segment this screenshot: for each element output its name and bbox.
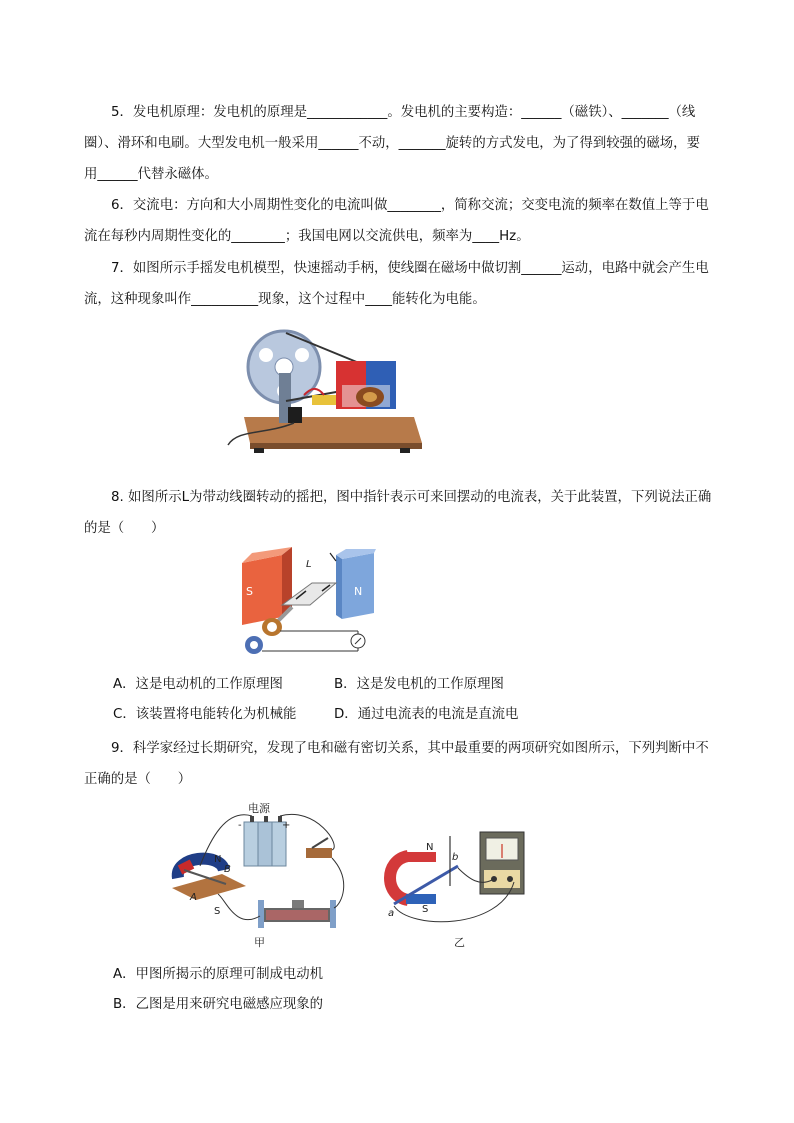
question-6: 6．交流电：方向和大小周期性变化的电流叫做________，简称交流；交变电流的频率在数值上等于电流在每秒内周期性变化的________；我国电网以交流供电，频率为____Hz。 (84, 198, 709, 244)
yi-n-label: N (426, 842, 434, 853)
minus-sign: - (238, 820, 242, 831)
q8-option-d: D．通过电流表的电流是直流电 (334, 707, 519, 722)
q9-option-b: B．乙图是用来研究电磁感应现象的 (113, 997, 324, 1012)
hand-crank-generator-image (224, 325, 424, 455)
plus-sign: + (282, 820, 291, 831)
q8-option-c: C．该装置将电能转化为机械能 (113, 707, 297, 722)
question-8: 8. 如图所示L为带动线圈转动的摇把，图中指针表示可来回摆动的电流表，关于此装置，下列说法正确的是（ ） (84, 490, 712, 536)
jia-n-label: N (214, 854, 222, 865)
jia-a-label: A (190, 892, 197, 903)
generator-principle-diagram (236, 547, 386, 665)
power-source-label: 电源 (248, 802, 270, 815)
q9-option-a: A．甲图所揭示的原理可制成电动机 (113, 967, 324, 982)
yi-a-label: a (388, 908, 395, 919)
magnet-s-label: S (246, 585, 253, 598)
jia-s-label: S (214, 906, 221, 917)
question-7: 7．如图所示手摇发电机模型，快速摇动手柄，使线圈在磁场中做切割______运动，电路中就会产生电流，这种现象叫作__________现象，这个过程中____能转化为电能。 (84, 261, 709, 307)
q8-option-b: B．这是发电机的工作原理图 (334, 677, 504, 692)
figure-jia-motor-experiment (166, 800, 366, 950)
question-5: 5．发电机原理：发电机的原理是____________。发电机的主要构造：______（磁铁）、_______（线圈）、滑环和电刷。大型发电机一般采用______不动，_______旋转的方式发电，为了得到较强的磁场，要用______代替永磁体。 (84, 105, 700, 182)
question-9: 9．科学家经过长期研究，发现了电和磁有密切关系，其中最重要的两项研究如图所示，下列判断中不正确的是（ ） (84, 741, 709, 787)
figure-yi-induction-experiment (380, 820, 540, 950)
yi-caption: 乙 (454, 936, 465, 949)
q8-option-a: A．这是电动机的工作原理图 (113, 677, 283, 692)
crank-l-label: L (306, 559, 312, 570)
magnet-n-label: N (354, 585, 363, 598)
yi-s-label: S (422, 904, 429, 915)
yi-b-label: b (452, 852, 459, 863)
jia-caption: 甲 (254, 936, 265, 949)
jia-b-label: B (224, 864, 231, 875)
